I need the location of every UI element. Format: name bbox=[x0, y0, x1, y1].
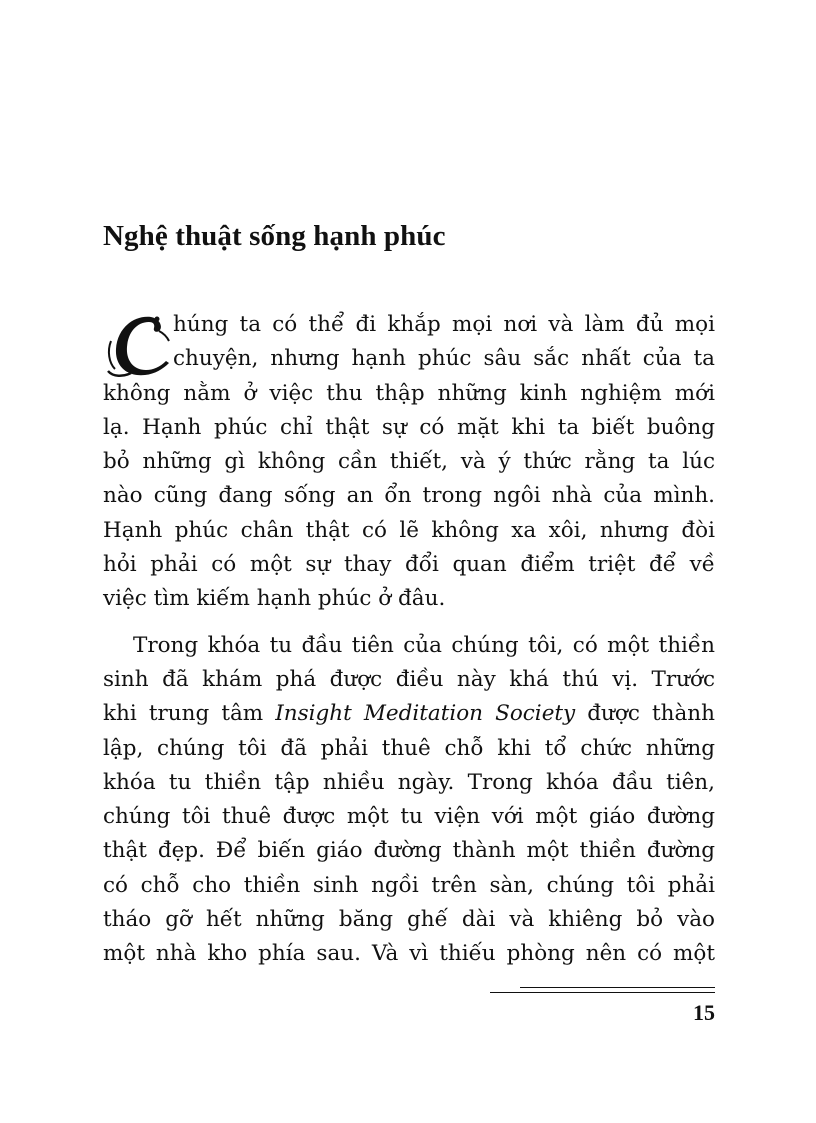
text-line: thật đẹp. Để biến giáo đường thành một thiền đường bbox=[103, 838, 715, 864]
footer-rule-upper bbox=[520, 987, 715, 988]
body-text bbox=[103, 308, 715, 972]
page-number: 15 bbox=[693, 1000, 715, 1025]
text-line: Hạnh phúc chân thật có lẽ không xa xôi, nhưng đòi bbox=[103, 517, 715, 543]
text-line: khóa tu thiền tập nhiều ngày. Trong khóa đầu tiên, bbox=[103, 769, 715, 795]
footer-double-rule bbox=[490, 987, 715, 995]
text-line: bỏ những gì không cần thiết, và ý thức rằng ta lúc bbox=[103, 449, 715, 475]
chapter-title: Nghệ thuật sống hạnh phúc bbox=[103, 220, 446, 252]
text-line: Trong khóa tu đầu tiên của chúng tôi, có một thiền bbox=[133, 632, 715, 658]
text-line: húng ta có thể đi khắp mọi nơi và làm đủ mọi bbox=[173, 312, 715, 337]
text-line: không nằm ở việc thu thập những kinh nghiệm mới bbox=[103, 380, 715, 406]
text-line: việc tìm kiếm hạnh phúc ở đâu. bbox=[103, 586, 446, 612]
text-line: có chỗ cho thiền sinh ngồi trên sàn, chúng tôi phải bbox=[103, 872, 715, 898]
italic-organization-name: Insight Meditation Society bbox=[275, 701, 576, 727]
text-line: một nhà kho phía sau. Và vì thiếu phòng nên có một bbox=[103, 941, 715, 967]
text-line: hỏi phải có một sự thay đổi quan điểm triệt để về bbox=[103, 552, 715, 578]
text-line: chúng tôi thuê được một tu viện với một giáo đường bbox=[103, 804, 715, 830]
text-segment: khi trung tâm bbox=[103, 701, 276, 727]
text-line: sinh đã khám phá được điều này khá thú vị. Trước bbox=[103, 666, 715, 692]
footer-rule-lower bbox=[490, 992, 715, 993]
text-line: lập, chúng tôi đã phải thuê chỗ khi tổ chức những bbox=[103, 735, 715, 761]
paragraph-gap bbox=[103, 617, 715, 629]
text-line: lạ. Hạnh phúc chỉ thật sự có mặt khi ta biết buông bbox=[103, 414, 715, 440]
text-segment: được thành bbox=[575, 701, 715, 727]
text-line-with-italic bbox=[103, 697, 715, 731]
text-line: nào cũng đang sống an ổn trong ngôi nhà của mình. bbox=[103, 483, 715, 509]
text-line: chuyện, nhưng hạnh phúc sâu sắc nhất của ta bbox=[173, 346, 715, 372]
text-line: tháo gỡ hết những băng ghế dài và khiêng bỏ vào bbox=[103, 907, 715, 933]
